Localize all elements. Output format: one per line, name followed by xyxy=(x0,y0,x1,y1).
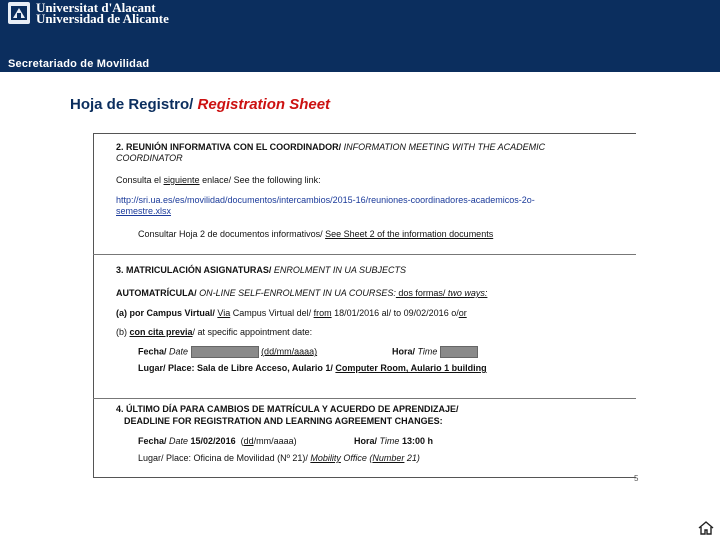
section3-date-row: Fecha/ Date (dd/mm/aaaa) xyxy=(138,346,318,357)
section3-place: Lugar/ Place: Sala de Libre Acceso, Aulario 1/ Computer Room, Aulario 1 building xyxy=(138,363,487,373)
section3-option-b: (b) con cita previa/ at specific appointment date: xyxy=(116,327,313,337)
section4-title-line1: 4. ÚLTIMO DÍA PARA CAMBIOS DE MATRÍCULA Y ACUERDO DE APRENDIZAJE/ xyxy=(116,404,459,414)
section4-hour-row: Hora/ Time 13:00 h xyxy=(354,436,433,446)
hour-redacted-field xyxy=(440,346,478,358)
university-name-es: Universidad de Alicante xyxy=(36,11,169,26)
section-divider xyxy=(93,254,636,255)
date-redacted-field xyxy=(191,346,259,358)
page-title-en: Registration Sheet xyxy=(197,96,331,113)
section2-title-line1: 2. REUNIÓN INFORMATIVA CON EL COORDINADOR/ INFORMATION MEETING WITH THE ACADEMIC xyxy=(116,142,546,152)
university-logo-icon xyxy=(8,2,30,24)
university-name-ca: Universitat d'Alacant xyxy=(36,0,156,15)
section3-auto-enrolment: AUTOMATRÍCULA/ ON-LINE SELF-ENROLMENT IN UA COURSES: dos formas/ two ways: xyxy=(116,288,488,298)
page-title xyxy=(70,96,330,113)
section2-consult-text: Consulta el siguiente enlace/ See the following link: xyxy=(116,175,321,185)
meetings-link[interactable]: http://sri.ua.es/es/movilidad/documentos/intercambios/2015-16/reuniones-coordinadores-academicos-2o- semestre.xlsx xyxy=(116,195,535,216)
page-title-es: Hoja de Registro/ xyxy=(70,96,194,113)
header-banner xyxy=(0,0,720,72)
department-name: Secretariado de Movilidad xyxy=(8,58,150,70)
section4-place: Lugar/ Place: Oficina de Movilidad (Nº 21)/ Mobility Office (Number 21) xyxy=(138,453,420,463)
frame-left-border xyxy=(93,133,94,478)
home-icon[interactable] xyxy=(698,520,714,536)
section3-title: 3. MATRICULACIÓN ASIGNATURAS/ ENROLMENT IN UA SUBJECTS xyxy=(116,265,407,275)
section4-title-line2: DEADLINE FOR REGISTRATION AND LEARNING AGREEMENT CHANGES: xyxy=(124,416,443,426)
corner-page-mark: 5 xyxy=(634,474,639,483)
frame-top-border xyxy=(93,133,636,134)
section3-option-a: (a) por Campus Virtual/ Via Campus Virtual del/ from 18/01/2016 al/ to 09/02/2016 o/or xyxy=(116,308,467,318)
section-divider xyxy=(93,398,636,399)
section4-date-row: Fecha/ Date 15/02/2016 (dd/mm/aaaa) xyxy=(138,436,297,446)
section2-sheet-text: Consultar Hoja 2 de documentos informativos/ See Sheet 2 of the information documents xyxy=(138,229,494,239)
section2-title-line2: COORDINATOR xyxy=(116,153,183,163)
frame-bottom-border xyxy=(93,477,636,478)
section3-hour-row: Hora/ Time xyxy=(392,346,478,358)
